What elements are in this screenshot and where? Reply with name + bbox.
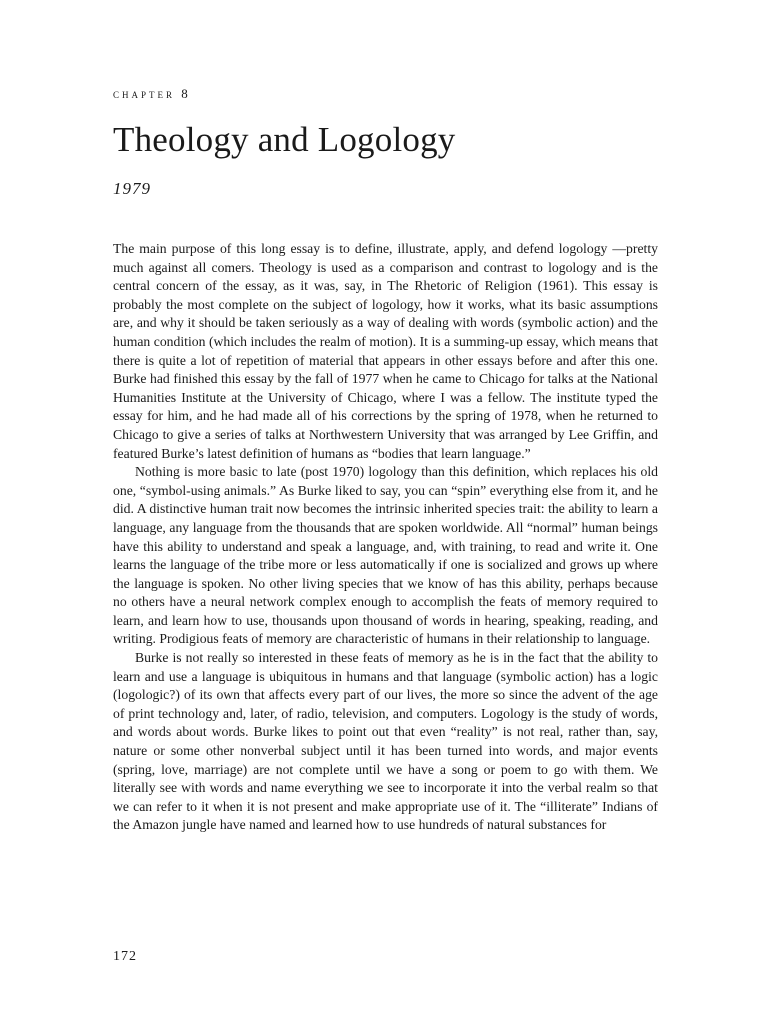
page-number: 172 bbox=[113, 949, 137, 964]
chapter-label: chapter 8 bbox=[113, 86, 191, 101]
book-page bbox=[113, 0, 658, 1024]
paragraph: Nothing is more basic to late (post 1970) logology than this definition, which replaces his old one, “symbol-using animals.” As Burke liked to say, you can “spin” everything else from it, and he did. A distinctive human trait now becomes the intrinsic inherited species trait: the ability to learn a language, any language from the thousands that are spoken worldwide. All “normal” human beings have this ability to understand and speak a language, and, with training, to read and write it. One learns the language of the tribe more or less automatically if one is socialized and grows up where the language is spoken. No other living species that we know of has this ability, perhaps because no others have a neural network complex enough to accomplish the feats of memory required to learn, and learn how to use, thousands upon thousand of words in hearing, speaking, reading, and writing. Prodigious feats of memory are characteristic of humans in their relationship to language. bbox=[113, 464, 658, 647]
body-text bbox=[113, 240, 658, 835]
chapter-title: Theology and Logology bbox=[113, 120, 456, 159]
paragraph: The main purpose of this long essay is to define, illustrate, apply, and defend logology —pretty much against all comers. Theology is used as a comparison and contrast to logology and is the central concern of the essay, as it was, say, in The Rhetoric of Religion (1961). This essay is probably the most complete on the subject of logology, how it works, what its basic assumptions are, and why it should be taken seriously as a way of dealing with words (symbolic action) and the human condition (which includes the realm of motion). It is a summing-up essay, which means that there is quite a lot of repetition of material that appears in other essays before and after this one. Burke had finished this essay by the fall of 1977 when he came to Chicago for talks at the National Humanities Institute at the University of Chicago, where I was a fellow. The institute typed the essay for him, and he had made all of his corrections by the spring of 1978, when he returned to Chicago to give a series of talks at Northwestern University that was arranged by Lee Griffin, and featured Burke’s latest definition of humans as “bodies that learn language.” bbox=[113, 241, 658, 461]
chapter-year: 1979 bbox=[113, 179, 151, 198]
paragraph: Burke is not really so interested in these feats of memory as he is in the fact that the ability to learn and use a language is ubiquitous in humans and that language (symbolic action) has a logic (logologic?) of its own that affects every part of our lives, the more so since the advent of the age of print technology and, later, of radio, television, and computers. Logology is the study of words, and words about words. Burke likes to point out that even “reality” is not real, rather than, say, nature or some other nonverbal subject until it has been turned into words, and major events (spring, love, marriage) are not complete until we have a song or poem to go with them. We literally see with words and name everything we see to incorporate it into the verbal realm so that we can refer to it when it is not present and make appropriate use of it. The “illiterate” Indians of the Amazon jungle have named and learned how to use hundreds of natural substances for bbox=[113, 650, 658, 833]
